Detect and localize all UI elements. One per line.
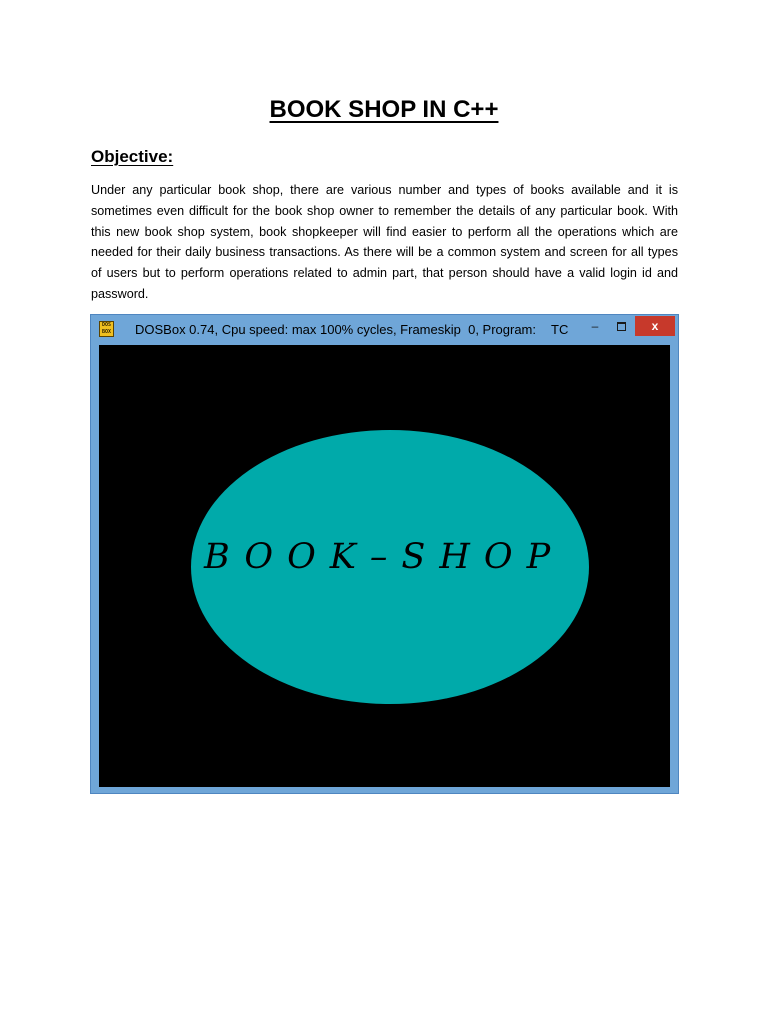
objective-paragraph: Under any particular book shop, there are various number and types of books available and it is sometimes even difficult for the book shop owner to remember the details of any particular book. With this new book shop system, book shopkeeper will find easier to perform all the operations which are needed for their daily business transactions. As there will be a common system and screen for all types of users but to perform operations related to admin part, that person should have a valid login id and password. [91, 183, 678, 301]
maximize-button[interactable] [611, 317, 631, 337]
dos-screen[interactable] [99, 345, 670, 787]
book-shop-banner: BOOK–SHOP [204, 537, 565, 577]
document-title: BOOK SHOP IN C++ [269, 96, 499, 123]
dosbox-icon[interactable] [99, 321, 114, 337]
minimize-button[interactable] [585, 317, 605, 337]
dosbox-icon-text: DOS BOX [101, 322, 112, 335]
close-icon: x [651, 319, 659, 333]
window-program-name: TC [551, 322, 569, 337]
close-button[interactable] [635, 316, 675, 336]
dosbox-window[interactable] [90, 314, 679, 794]
minimize-icon: – [591, 319, 599, 333]
objective-heading: Objective: [91, 147, 174, 166]
window-title: DOSBox 0.74, Cpu speed: max 100% cycles, Frameskip 0, Program: [135, 322, 537, 337]
window-titlebar[interactable] [91, 315, 678, 345]
maximize-icon [617, 322, 626, 331]
